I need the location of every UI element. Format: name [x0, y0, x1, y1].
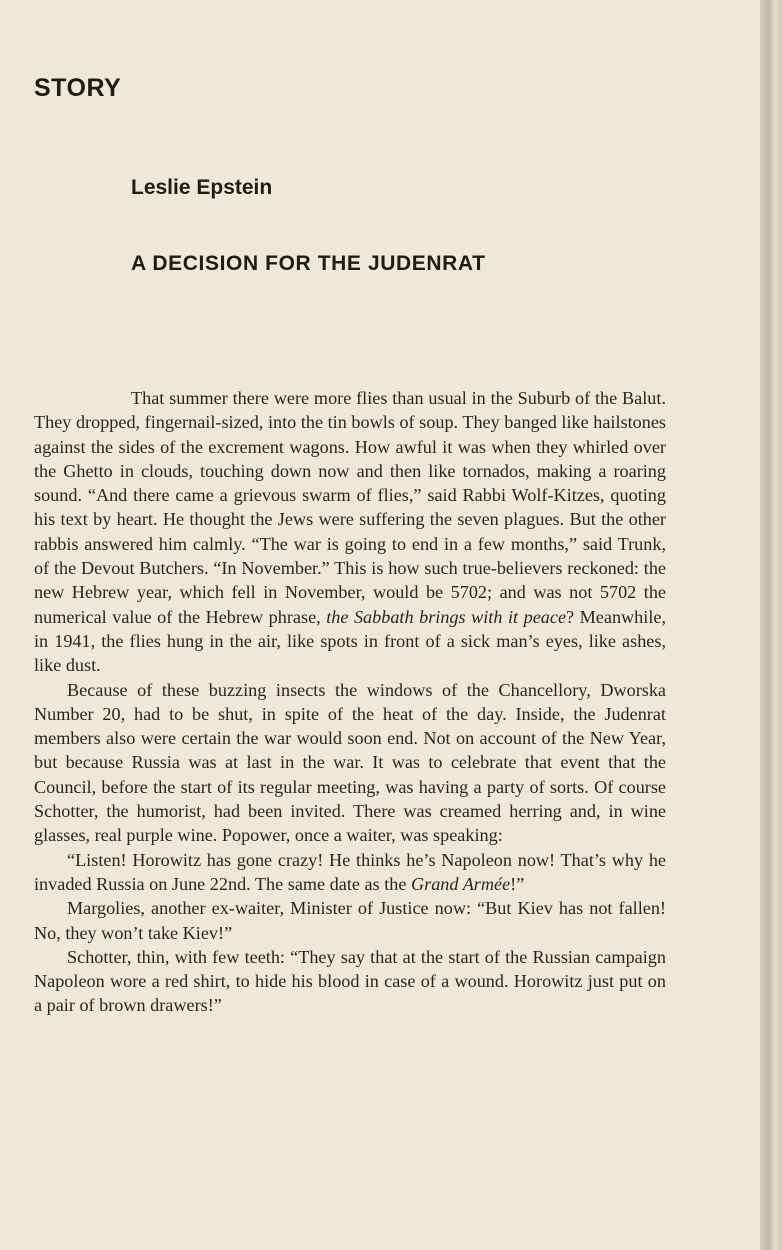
paragraph-5: Schotter, thin, with few teeth: “They say that at the start of the Russian campaign Napoleon wore a red shirt, to hide his blood in case of a wound. Horowitz just put on a pair of brown drawers!”	[34, 946, 666, 1016]
story-title: A DECISION FOR THE JUDENRAT	[131, 252, 486, 275]
author-name: Leslie Epstein	[131, 176, 273, 199]
paragraph-1: That summer there were more flies than usual in the Suburb of the Balut. They dropped, fingernail-sized, into the tin bowls of soup. They banged like hailstones against the sides of the excrement wagons. How awful it was when they whirled over the Ghetto in clouds, touching down now and then like tornados, making a roaring sound. “And there came a grievous swarm of flies,” said Rabbi Wolf-Kitzes, quoting his text by heart. He thought the Jews were suffering the seven plagues. But the other rabbis answered him calmly. “The war is going to end in a few months,” said Trunk, of the Devout Butchers. “In November.” This is how such true-believers reckoned: the new Hebrew year, which fell in November, would be 5702; and was not 5702 the numerical value of the Hebrew phrase, the Sabbath brings with it peace? Meanwhile, in 1941, the flies hung in the air, like spots in front of a sick man’s eyes, like ashes, like dust.	[34, 388, 666, 676]
section-label: STORY	[34, 74, 122, 102]
paragraph-2: Because of these buzzing insects the windows of the Chancellory, Dworska Number 20, had to be shut, in spite of the heat of the day. Inside, the Judenrat members also were certain the war would soon end. Not on account of the New Year, but because Russia was at last in the war. It was to celebrate that event that the Council, before the start of its regular meeting, was having a party of sorts. Of course Schotter, the humorist, had been invited. There was creamed herring and, in wine glasses, real purple wine. Popower, once a waiter, was speaking:	[34, 679, 666, 846]
story-body	[34, 386, 666, 1018]
paragraph-4: Margolies, another ex-waiter, Minister of Justice now: “But Kiev has not fallen! No, they won’t take Kiev!”	[34, 898, 666, 943]
paragraph-3: “Listen! Horowitz has gone crazy! He thinks he’s Napoleon now! That’s why he invaded Russia on June 22nd. The same date as the Grand Armée!”	[34, 849, 666, 894]
page-gutter	[760, 0, 782, 1250]
